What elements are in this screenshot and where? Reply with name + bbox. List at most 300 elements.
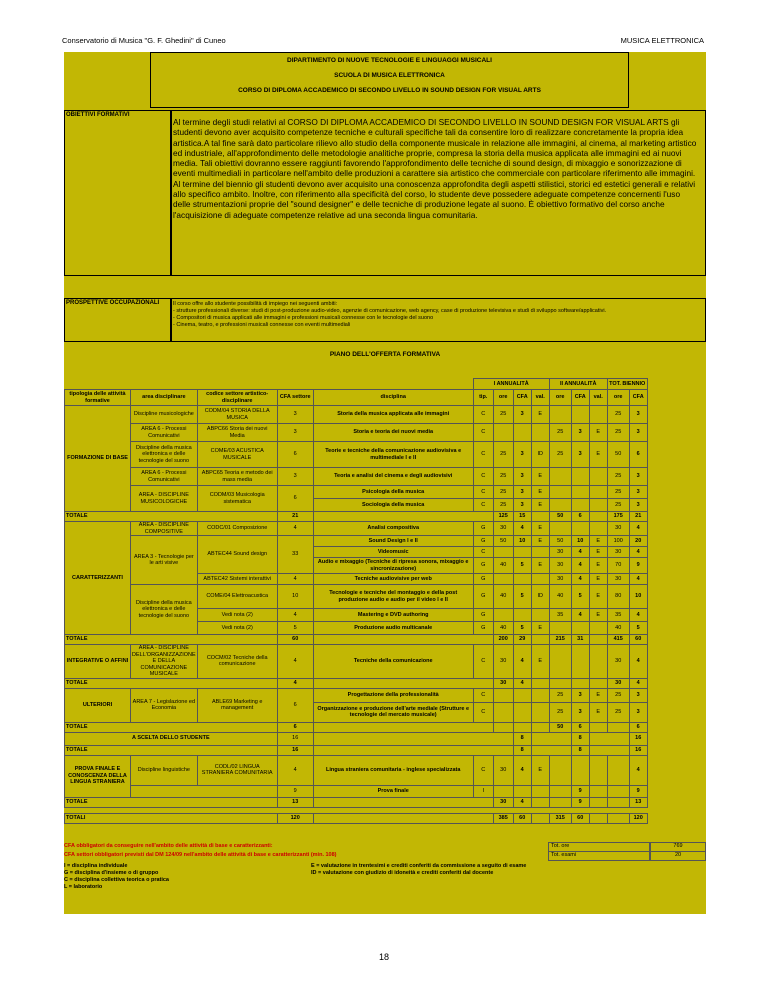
table-cell xyxy=(313,745,513,755)
table-cell: 3 xyxy=(629,688,647,702)
table-cell: E xyxy=(589,609,607,622)
code: ABPC65 Teoria e metodo dei mass media xyxy=(197,468,277,486)
year-header: TOT. BIENNIO xyxy=(607,379,647,390)
legend-right xyxy=(311,863,526,877)
table-cell: ID xyxy=(531,585,549,609)
table-cell: 3 xyxy=(571,688,589,702)
table-cell xyxy=(531,547,549,558)
table-cell: 4 xyxy=(629,755,647,785)
code: ABTEC42 Sistemi interattivi xyxy=(197,574,277,585)
cfa-sector: 6 xyxy=(277,688,313,722)
column-header: ore xyxy=(549,390,571,406)
header-left: Conservatorio di Musica "G. F. Ghedini" di Cuneo xyxy=(62,36,226,45)
table-cell xyxy=(513,424,531,442)
table-cell: 4 xyxy=(571,547,589,558)
table-cell: E xyxy=(531,468,549,486)
table-cell xyxy=(549,755,571,785)
table-cell: 9 xyxy=(571,785,589,797)
table-cell: 200 xyxy=(493,635,513,645)
total-label: TOTALE xyxy=(65,797,278,807)
total-row xyxy=(65,722,648,732)
activity-type: A SCELTA DELLO STUDENTE xyxy=(65,732,278,745)
column-header: ore xyxy=(607,390,629,406)
cfa-sector: 3 xyxy=(277,406,313,424)
table-cell xyxy=(549,522,571,536)
table-cell: 9 xyxy=(629,785,647,797)
table-cell: 3 xyxy=(571,702,589,722)
objectives-label: OBIETTIVI FORMATIVI xyxy=(66,112,130,118)
dept-title: DIPARTIMENTO DI NUOVE TECNOLOGIE E LINGUAGGI MUSICALI xyxy=(287,57,492,64)
table-cell: G xyxy=(473,522,493,536)
table-cell xyxy=(65,379,474,390)
cfa-sector: 6 xyxy=(277,442,313,468)
table-row xyxy=(65,785,648,797)
table-cell: 25 xyxy=(493,442,513,468)
cfa-sector: 4 xyxy=(277,609,313,622)
table-cell: C xyxy=(473,499,493,512)
cfa-sector: 3 xyxy=(277,468,313,486)
legend-item: L = laboratorio xyxy=(64,884,103,890)
table-cell xyxy=(531,732,571,745)
table-cell: 6 xyxy=(571,512,589,522)
table-cell: 25 xyxy=(607,486,629,499)
table-cell: E xyxy=(589,536,607,547)
table-row xyxy=(65,585,648,609)
occupation-line: - Compositori di musica applicati alle immagini e professioni musicali connesse con le tecnologie del suono xyxy=(173,315,434,321)
table-cell xyxy=(531,688,549,702)
activity-type: FORMAZIONE DI BASE xyxy=(65,406,131,512)
table-cell: C xyxy=(473,486,493,499)
table-cell: E xyxy=(531,406,549,424)
table-cell: 4 xyxy=(571,609,589,622)
total-label: TOTALE xyxy=(65,745,278,755)
table-cell: 125 xyxy=(493,512,513,522)
table-cell xyxy=(571,406,589,424)
table-cell: 4 xyxy=(629,609,647,622)
table-cell: 50 xyxy=(607,442,629,468)
table-cell: 4 xyxy=(513,797,531,807)
code: COME/03 ACUSTICA MUSICALE xyxy=(197,442,277,468)
cfa-sector: 5 xyxy=(277,622,313,635)
table-cell xyxy=(313,732,513,745)
activity-type: PROVA FINALE E CONOSCENZA DELLA LINGUA STRANIERA xyxy=(65,755,131,797)
table-cell: 50 xyxy=(549,536,571,547)
table-row xyxy=(65,406,648,424)
table-cell: G xyxy=(473,585,493,609)
discipline-name: Psicologia della musica xyxy=(313,486,473,499)
table-cell xyxy=(531,785,549,797)
table-cell: 20 xyxy=(629,536,647,547)
table-cell: 30 xyxy=(549,574,571,585)
course-title: CORSO DI DIPLOMA ACCADEMICO DI SECONDO LIVELLO IN SOUND DESIGN FOR VISUAL ARTS xyxy=(238,87,541,94)
table-cell xyxy=(549,499,571,512)
column-header: CFA settore xyxy=(277,390,313,406)
table-cell xyxy=(589,499,607,512)
table-cell xyxy=(531,609,549,622)
table-cell xyxy=(549,468,571,486)
table-cell xyxy=(589,745,629,755)
total-row xyxy=(65,745,648,755)
table-cell: 175 xyxy=(607,512,629,522)
total-label: TOTALE xyxy=(65,722,278,732)
table-cell: 25 xyxy=(549,442,571,468)
table-cell: E xyxy=(589,585,607,609)
code: Vedi nota (2) xyxy=(197,622,277,635)
table-cell: E xyxy=(589,574,607,585)
total-row xyxy=(65,635,648,645)
table-cell xyxy=(513,702,531,722)
table-cell xyxy=(589,797,607,807)
table-cell: 80 xyxy=(607,585,629,609)
area: Discipline della musica elettronica e delle tecnologie del suono xyxy=(131,442,198,468)
table-cell xyxy=(549,797,571,807)
table-cell xyxy=(589,785,607,797)
table-cell: E xyxy=(531,486,549,499)
table-cell: 50 xyxy=(493,536,513,547)
area: AREA 6 - Processi Comunicativi xyxy=(131,424,198,442)
discipline-name: Organizzazione e produzione dell'arte mediale (Strutture e tecnologie del mercato musicale) xyxy=(313,702,473,722)
table-cell: 25 xyxy=(549,702,571,722)
table-cell: 30 xyxy=(607,522,629,536)
table-cell: 5 xyxy=(513,585,531,609)
table-cell: 30 xyxy=(493,678,513,688)
table-cell: 4 xyxy=(277,678,313,688)
table-row xyxy=(65,522,648,536)
table-cell: 4 xyxy=(629,522,647,536)
table-cell: 21 xyxy=(629,512,647,522)
table-cell xyxy=(571,522,589,536)
discipline-name: Audio e mixaggio (Tecniche di ripresa sonora, mixaggio e sincronizzazione) xyxy=(313,558,473,574)
table-row xyxy=(65,732,648,745)
year-header: II ANNUALITÀ xyxy=(549,379,607,390)
table-cell: 5 xyxy=(571,585,589,609)
table-cell xyxy=(531,574,549,585)
table-cell: 4 xyxy=(571,574,589,585)
table-cell xyxy=(513,609,531,622)
table-cell: 16 xyxy=(277,732,313,745)
cfa-sector: 4 xyxy=(277,645,313,679)
occupation-line: Il corso offre allo studente possibilità di impiego nei seguenti ambiti: xyxy=(173,301,338,307)
table-cell xyxy=(589,406,607,424)
cfa-sector: 3 xyxy=(277,424,313,442)
table-cell: 8 xyxy=(571,745,589,755)
table-cell: 315 xyxy=(549,813,571,823)
table-cell xyxy=(313,797,493,807)
table-cell: C xyxy=(473,442,493,468)
table-cell: 50 xyxy=(549,512,571,522)
table-cell: 3 xyxy=(513,406,531,424)
table-cell: 25 xyxy=(549,424,571,442)
table-cell: 40 xyxy=(493,558,513,574)
table-cell: 6 xyxy=(629,722,647,732)
table-cell xyxy=(589,722,607,732)
area: Discipline musicologiche xyxy=(131,406,198,424)
table-cell: E xyxy=(531,522,549,536)
table-cell xyxy=(549,486,571,499)
table-cell: 30 xyxy=(607,547,629,558)
table-row xyxy=(65,442,648,468)
table-cell: 215 xyxy=(549,635,571,645)
area: Discipline linguistiche xyxy=(131,755,198,785)
table-cell xyxy=(589,468,607,486)
table-cell xyxy=(607,755,629,785)
table-cell xyxy=(493,609,513,622)
table-cell xyxy=(589,678,607,688)
discipline-name: Teorie e tecniche della comunicazione audiovisiva e multimediale I e II xyxy=(313,442,473,468)
table-cell xyxy=(589,486,607,499)
table-cell: 10 xyxy=(513,536,531,547)
table-cell xyxy=(571,645,589,679)
discipline-name: Storia della musica applicata alle immagini xyxy=(313,406,473,424)
table-cell: 25 xyxy=(607,468,629,486)
discipline-name: Lingua straniera comunitaria - inglese specializzata xyxy=(313,755,473,785)
table-cell xyxy=(493,547,513,558)
table-cell: 4 xyxy=(513,755,531,785)
discipline-name: Mastering e DVD authoring xyxy=(313,609,473,622)
table-cell: 100 xyxy=(607,536,629,547)
cfa-sector: 4 xyxy=(277,522,313,536)
total-label: TOTALE xyxy=(65,678,278,688)
table-cell: 5 xyxy=(513,558,531,574)
table-cell: 3 xyxy=(629,406,647,424)
discipline-name: Tecnologie e tecniche del montaggio e della post produzione audio e audio per il video I e II xyxy=(313,585,473,609)
discipline-name: Sound Design I e II xyxy=(313,536,473,547)
table-cell: E xyxy=(531,536,549,547)
tot-ore-value: 769 xyxy=(650,842,706,852)
table-cell: C xyxy=(473,424,493,442)
table-cell: 30 xyxy=(493,797,513,807)
tot-esami-value: 20 xyxy=(650,851,706,861)
code: ABLE69 Marketing e management xyxy=(197,688,277,722)
table-cell xyxy=(607,797,629,807)
table-row xyxy=(65,645,648,679)
table-cell: 6 xyxy=(571,722,589,732)
table-cell xyxy=(589,813,607,823)
table-cell: 25 xyxy=(607,688,629,702)
table-cell xyxy=(549,678,571,688)
table-cell: 8 xyxy=(513,745,531,755)
legend-item: C = disciplina collettiva teorica o pratica xyxy=(64,877,169,883)
table-cell: C xyxy=(473,702,493,722)
table-cell xyxy=(313,678,493,688)
table-cell: ID xyxy=(531,442,549,468)
table-cell xyxy=(493,722,513,732)
table-cell: E xyxy=(589,688,607,702)
table-cell: G xyxy=(473,609,493,622)
table-cell xyxy=(531,722,549,732)
table-cell: 9 xyxy=(629,558,647,574)
table-cell: 16 xyxy=(629,745,647,755)
year-header: I ANNUALITÀ xyxy=(473,379,549,390)
table-cell: 30 xyxy=(493,522,513,536)
school-title: SCUOLA DI MUSICA ELETTRONICA xyxy=(334,72,445,79)
table-cell xyxy=(589,622,607,635)
table-cell: C xyxy=(473,468,493,486)
table-cell xyxy=(531,678,549,688)
discipline-name: Teoria e analisi del cinema e degli audiovisivi xyxy=(313,468,473,486)
area: AREA - DISCIPLINE DELL'ORGANIZZAZIONE E DELLA COMUNICAZIONE MUSICALE xyxy=(132,645,196,677)
table-cell: 13 xyxy=(277,797,313,807)
table-cell: 25 xyxy=(607,406,629,424)
page-number: 18 xyxy=(378,952,389,962)
table-cell xyxy=(493,574,513,585)
table-cell: G xyxy=(473,574,493,585)
table-cell: 16 xyxy=(629,732,647,745)
column-header: val. xyxy=(589,390,607,406)
table-cell xyxy=(313,512,493,522)
cfa-note-2: CFA settori obbligatori previsti dal DM 124/09 nell'ambito delle attività di base e caratterizzanti (min. 108) xyxy=(64,851,337,858)
table-cell xyxy=(513,547,531,558)
table-cell xyxy=(313,722,493,732)
table-cell: 40 xyxy=(493,622,513,635)
table-row xyxy=(65,688,648,702)
area: AREA 7 - Legislazione ed Economia xyxy=(131,688,198,722)
column-header: tip. xyxy=(473,390,493,406)
table-cell: E xyxy=(589,547,607,558)
table-cell: 70 xyxy=(607,558,629,574)
table-cell xyxy=(531,813,549,823)
table-cell: 4 xyxy=(629,678,647,688)
table-cell: E xyxy=(531,645,549,679)
table-cell xyxy=(589,512,607,522)
code: Vedi nota (2) xyxy=(197,609,277,622)
column-header: CFA xyxy=(513,390,531,406)
title-box xyxy=(150,52,629,108)
table-row xyxy=(65,755,648,785)
cfa-sector: 33 xyxy=(277,536,313,574)
objectives-label-box xyxy=(64,110,171,276)
table-cell: 8 xyxy=(571,732,589,745)
table-cell: 4 xyxy=(513,522,531,536)
code: ABTEC44 Sound design xyxy=(197,536,277,574)
table-cell: 3 xyxy=(513,486,531,499)
table-cell: 4 xyxy=(629,547,647,558)
cfa-sector: 6 xyxy=(277,486,313,512)
code: ABPC66 Storia dei nuovi Media xyxy=(197,424,277,442)
table-cell: E xyxy=(589,424,607,442)
table-cell: 30 xyxy=(493,645,513,679)
totals-box xyxy=(548,842,706,860)
legend-item: ID = valutazione con giudizio di idoneità e crediti conferiti dal docente xyxy=(311,870,494,876)
activity-type: INTEGRATIVE O AFFINI xyxy=(65,645,131,679)
table-cell: 25 xyxy=(493,406,513,424)
table-cell: 4 xyxy=(571,558,589,574)
legend-item: G = disciplina d'insieme o di gruppo xyxy=(64,870,159,876)
table-cell: 4 xyxy=(629,645,647,679)
occupation-line: - strutture professionali diverse: studi di post-produzione audio-video, agenzie di comunicazione, web agency, case di produzione televisiva e studi di sviluppo software/applicativi. xyxy=(173,308,607,314)
total-row xyxy=(65,512,648,522)
table-cell: 35 xyxy=(549,609,571,622)
table-cell: 30 xyxy=(549,547,571,558)
table-cell xyxy=(513,785,531,797)
table-cell xyxy=(531,635,549,645)
table-cell xyxy=(493,702,513,722)
discipline-name: Videomusic xyxy=(313,547,473,558)
table-cell: 30 xyxy=(607,645,629,679)
table-cell: 3 xyxy=(513,499,531,512)
table-cell xyxy=(589,522,607,536)
table-cell: 120 xyxy=(277,813,313,823)
code: COME/04 Elettroacustica xyxy=(197,585,277,609)
column-header: tipologia delle attività formative xyxy=(65,390,131,406)
year-header-row xyxy=(65,379,648,390)
plan-table xyxy=(64,378,648,824)
column-header: CFA xyxy=(629,390,647,406)
table-cell xyxy=(513,574,531,585)
table-cell: 16 xyxy=(277,745,313,755)
table-cell: C xyxy=(473,755,493,785)
table-cell: 3 xyxy=(571,442,589,468)
total-label: TOTALE xyxy=(65,512,278,522)
table-cell: C xyxy=(473,406,493,424)
column-header: ore xyxy=(493,390,513,406)
table-cell: 6 xyxy=(277,722,313,732)
column-header: area disciplinare xyxy=(131,390,198,406)
table-cell: 4 xyxy=(629,574,647,585)
objectives-text: Al termine degli studi relativi al CORSO DI DIPLOMA ACCADEMICO DI SECONDO LIVELLO IN SOUND DESIGN FOR VISUAL ARTS gli studenti devono aver acquisito competenze tecniche e culturali specifiche tali da consentire loro di realizzare concretamente la propria idea artistica.A tal fine sarà dato particolare rilievo allo studio della componente musicale in relazione alle immagini, al cinema, al marketing artistico ed industriale, all'approfondimento delle metodologie analitiche proprie, compresa la storia della musica applicata alle immagini ed ai nuovi media. Tali obiettivi dovranno essere raggiunti favorendo l'approfondimento delle tecniche di sound design, di mixaggio e sonorizzazione di eventi multimediali in particolare nell'ambito delle produzioni a carattere sia artistico che commerciale con particolare riferimento alle immagini. Al termine del biennio gli studenti devono aver acquisito una conoscenza approfondita degli aspetti stilistici, storici ed estetici generali e relativi allo specifico ambito. Inoltre, con riferimento alla specificità del corso, lo studente deve possedere adeguate competenze concernenti l'uso delle strumentazioni proprie del "sound designer" e delle tecniche di produzione legate al suono. È obiettivo formativo del corso anche l'acquisizione di adeguate competenze relative ad una seconda lingua comunitaria. xyxy=(173,117,697,220)
tot-esami-label: Tot. esami xyxy=(551,852,577,858)
table-cell: 60 xyxy=(571,813,589,823)
table-cell: 25 xyxy=(493,499,513,512)
total-label: TOTALE xyxy=(65,635,278,645)
discipline-name: Progettazione della professionalità xyxy=(313,688,473,702)
table-cell xyxy=(589,645,607,679)
discipline-name: Sociologia della musica xyxy=(313,499,473,512)
table-cell xyxy=(571,755,589,785)
table-cell xyxy=(607,813,629,823)
table-cell xyxy=(549,645,571,679)
table-cell: G xyxy=(473,536,493,547)
discipline-name: Analisi compositiva xyxy=(313,522,473,536)
table-cell xyxy=(549,785,571,797)
table-cell: C xyxy=(473,645,493,679)
area: Discipline della musica elettronica e delle tecnologie del suono xyxy=(131,585,198,635)
table-cell xyxy=(513,722,531,732)
table-cell: 8 xyxy=(513,732,531,745)
activity-type: CARATTERIZZANTI xyxy=(65,522,131,635)
column-header: disciplina xyxy=(313,390,473,406)
table-cell: E xyxy=(531,499,549,512)
code: CODM/03 Musicologia sistematica xyxy=(197,486,277,512)
table-cell: 3 xyxy=(513,468,531,486)
table-cell: 30 xyxy=(493,755,513,785)
table-cell: 25 xyxy=(549,688,571,702)
table-cell: 25 xyxy=(607,424,629,442)
table-cell: 385 xyxy=(493,813,513,823)
table-cell: 4 xyxy=(513,645,531,679)
table-cell: E xyxy=(589,442,607,468)
table-cell xyxy=(513,688,531,702)
table-cell: 4 xyxy=(513,678,531,688)
table-cell: 13 xyxy=(629,797,647,807)
legend-left xyxy=(64,863,169,891)
table-cell: 120 xyxy=(629,813,647,823)
table-cell xyxy=(313,635,493,645)
code: CODM/04 STORIA DELLA MUSICA xyxy=(197,406,277,424)
total-label: TOTALI xyxy=(65,813,278,823)
discipline-name: Prova finale xyxy=(313,785,473,797)
discipline-name: Produzione audio multicanale xyxy=(313,622,473,635)
table-cell: 3 xyxy=(629,486,647,499)
column-header-row xyxy=(65,390,648,406)
table-cell: 50 xyxy=(549,722,571,732)
table-cell: 5 xyxy=(513,622,531,635)
table-cell: 30 xyxy=(607,678,629,688)
table-cell: 3 xyxy=(513,442,531,468)
table-cell xyxy=(313,813,493,823)
table-cell xyxy=(607,785,629,797)
occupations-text xyxy=(173,301,699,329)
